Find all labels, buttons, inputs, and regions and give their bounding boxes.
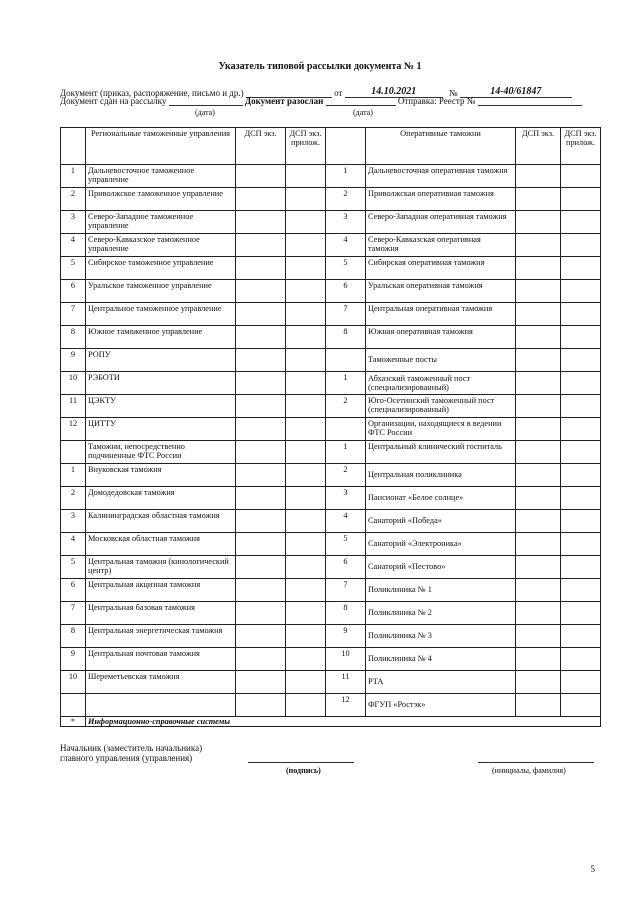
header-dsp-copies: ДСП экз.: [236, 128, 286, 165]
regional-name: Уральское таможенное управление: [86, 280, 236, 303]
row-number-right: 6: [326, 556, 366, 579]
table-row: [61, 395, 601, 418]
regional-name: Таможни, непосредственно подчиненные ФТС России: [86, 441, 236, 464]
regional-name: Дальневосточное таможенное управление: [86, 165, 236, 188]
table-row: [61, 165, 601, 188]
dsp-attach-cell[interactable]: [286, 349, 326, 372]
row-number-right: 9: [326, 625, 366, 648]
signature-title-2: главного управления (управления): [60, 753, 193, 763]
regional-name: Московская областная таможня: [86, 533, 236, 556]
regional-name: Шереметьевская таможня: [86, 671, 236, 694]
row-number-left: 3: [61, 211, 86, 234]
dsp-attach-cell-2[interactable]: [561, 165, 601, 188]
dsp-attach-cell[interactable]: [286, 395, 326, 418]
header-num-left: [61, 128, 86, 165]
operational-name: Санаторий «Электроника»: [366, 533, 516, 556]
row-number-right: 4: [326, 510, 366, 533]
note-mark: *: [61, 717, 86, 727]
dsp-copies-cell-2[interactable]: [516, 326, 561, 349]
regional-name: Северо-Кавказское таможенное управление: [86, 234, 236, 257]
dsp-copies-cell-2[interactable]: [516, 625, 561, 648]
dispatch-label: Отправка: Реестр №: [397, 96, 476, 106]
row-number-right: 2: [326, 464, 366, 487]
distribution-table: [60, 127, 601, 727]
dsp-copies-cell[interactable]: [236, 487, 286, 510]
row-number-left: 6: [61, 579, 86, 602]
regional-name: Сибирское таможенное управление: [86, 257, 236, 280]
row-number-right: 10: [326, 648, 366, 671]
dsp-attach-cell[interactable]: [286, 326, 326, 349]
row-number-left: 2: [61, 188, 86, 211]
regional-name: Центральная базовая таможня: [86, 602, 236, 625]
regional-name: [86, 694, 236, 717]
dsp-copies-cell-2[interactable]: [516, 211, 561, 234]
dsp-copies-cell[interactable]: [236, 533, 286, 556]
dsp-attach-cell-2[interactable]: [561, 257, 601, 280]
dsp-copies-cell[interactable]: [236, 165, 286, 188]
dsp-copies-cell-2[interactable]: [516, 303, 561, 326]
operational-name: Сибирская оперативная таможня: [366, 257, 516, 280]
dsp-attach-cell-2[interactable]: [561, 579, 601, 602]
dsp-copies-cell[interactable]: [236, 464, 286, 487]
dsp-copies-cell[interactable]: [236, 188, 286, 211]
table-header-row: [61, 128, 601, 165]
row-number-left: 7: [61, 602, 86, 625]
operational-name: Абхазский таможенный пост (специализированный): [366, 372, 516, 395]
operational-name: Пансионат «Белое солнце»: [366, 487, 516, 510]
dsp-copies-cell-2[interactable]: [516, 349, 561, 372]
dsp-copies-cell[interactable]: [236, 395, 286, 418]
regional-name: ЦЭКТУ: [86, 395, 236, 418]
dsp-copies-cell[interactable]: [236, 625, 286, 648]
regional-name: Приволжское таможенное управление: [86, 188, 236, 211]
date-hint-sent: (дата): [353, 108, 373, 117]
name-hint: (инициалы, фамилия): [492, 766, 566, 775]
dsp-attach-cell-2[interactable]: [561, 303, 601, 326]
row-number-right: [326, 418, 366, 441]
signature-title-1: Начальник (заместитель начальника): [60, 743, 203, 753]
row-number-right: 12: [326, 694, 366, 717]
dsp-copies-cell[interactable]: [236, 648, 286, 671]
regional-name: Калининградская областная таможня: [86, 510, 236, 533]
table-row: [61, 556, 601, 579]
dsp-attach-cell[interactable]: [286, 579, 326, 602]
dsp-attach-cell-2[interactable]: [561, 372, 601, 395]
regional-name: Южное таможенное управление: [86, 326, 236, 349]
dsp-copies-cell-2[interactable]: [516, 510, 561, 533]
operational-name: Северо-Кавказская оперативная таможня: [366, 234, 516, 257]
row-number-right: 4: [326, 234, 366, 257]
dsp-copies-cell[interactable]: [236, 579, 286, 602]
operational-name: Дальневосточная оперативная таможня: [366, 165, 516, 188]
row-number-left: 10: [61, 671, 86, 694]
table-row: [61, 464, 601, 487]
row-number-left: 9: [61, 349, 86, 372]
document-label: Документ (приказ, распоряжение, письмо и др.): [60, 88, 244, 98]
date-hint-mailing: (дата): [195, 108, 215, 117]
row-number-right: 6: [326, 280, 366, 303]
table-row: [61, 487, 601, 510]
regional-name: РОПУ: [86, 349, 236, 372]
operational-name: Центральная поликлиника: [366, 464, 516, 487]
sent-label: Документ разослан: [244, 96, 324, 106]
table-row: [61, 418, 601, 441]
operational-name: Уральская оперативная таможня: [366, 280, 516, 303]
table-row: [61, 510, 601, 533]
dsp-attach-cell[interactable]: [286, 234, 326, 257]
dsp-copies-cell[interactable]: [236, 418, 286, 441]
header-operational: Оперативные таможни: [366, 128, 516, 165]
dsp-attach-cell-2[interactable]: [561, 280, 601, 303]
dsp-copies-cell-2[interactable]: [516, 487, 561, 510]
header-dsp-attach: ДСП экз. прилож.: [286, 128, 326, 165]
regional-name: Центральная акцизная таможня: [86, 579, 236, 602]
operational-name: Поликлиника № 4: [366, 648, 516, 671]
dsp-attach-cell[interactable]: [286, 556, 326, 579]
row-number-right: 1: [326, 165, 366, 188]
row-number-right: 5: [326, 533, 366, 556]
dsp-attach-cell[interactable]: [286, 533, 326, 556]
row-number-left: 8: [61, 625, 86, 648]
row-number-right: 2: [326, 395, 366, 418]
dsp-attach-cell-2[interactable]: [561, 671, 601, 694]
operational-name: ФГУП «Ростэк»: [366, 694, 516, 717]
dsp-attach-cell[interactable]: [286, 625, 326, 648]
row-number-right: 8: [326, 602, 366, 625]
operational-name: РТА: [366, 671, 516, 694]
operational-name: Приволжская оперативная таможня: [366, 188, 516, 211]
dsp-attach-cell[interactable]: [286, 303, 326, 326]
dsp-attach-cell[interactable]: [286, 418, 326, 441]
dsp-attach-cell-2[interactable]: [561, 188, 601, 211]
dsp-attach-cell[interactable]: [286, 372, 326, 395]
sent-date-field[interactable]: [326, 96, 396, 106]
table-row: [61, 671, 601, 694]
dsp-attach-cell[interactable]: [286, 257, 326, 280]
dsp-copies-cell[interactable]: [236, 602, 286, 625]
table-row: [61, 257, 601, 280]
table-row: [61, 441, 601, 464]
dsp-attach-cell[interactable]: [286, 487, 326, 510]
operational-name: Центральная оперативная таможня: [366, 303, 516, 326]
number-label: №: [448, 88, 458, 98]
table-row: [61, 326, 601, 349]
dsp-copies-cell-2[interactable]: [516, 257, 561, 280]
dsp-attach-cell[interactable]: [286, 602, 326, 625]
dsp-copies-cell-2[interactable]: [516, 464, 561, 487]
row-number-left: [61, 441, 86, 464]
row-number-right: 2: [326, 188, 366, 211]
dsp-copies-cell[interactable]: [236, 671, 286, 694]
dsp-copies-cell-2[interactable]: [516, 441, 561, 464]
dsp-attach-cell[interactable]: [286, 165, 326, 188]
row-number-left: 5: [61, 556, 86, 579]
document-number-field[interactable]: 14-40/61847: [460, 86, 572, 98]
dsp-copies-cell[interactable]: [236, 372, 286, 395]
dsp-copies-cell-2[interactable]: [516, 280, 561, 303]
dsp-copies-cell[interactable]: [236, 234, 286, 257]
dsp-attach-cell[interactable]: [286, 671, 326, 694]
dsp-copies-cell-2[interactable]: [516, 165, 561, 188]
operational-name: Таможенные посты: [366, 349, 516, 372]
table-row: [61, 280, 601, 303]
dsp-attach-cell[interactable]: [286, 188, 326, 211]
table-row: [61, 349, 601, 372]
regional-name: Центральная энергетическая таможня: [86, 625, 236, 648]
header-num-right: [326, 128, 366, 165]
operational-name: Организации, находящиеся в ведении ФТС России: [366, 418, 516, 441]
dsp-attach-cell-2[interactable]: [561, 326, 601, 349]
dsp-attach-cell-2[interactable]: [561, 234, 601, 257]
row-number-left: 4: [61, 533, 86, 556]
row-number-right: 7: [326, 303, 366, 326]
note-row: [61, 717, 601, 727]
operational-name: Центральный клинический госпиталь: [366, 441, 516, 464]
dsp-attach-cell-2[interactable]: [561, 510, 601, 533]
page-title: Указатель типовой рассылки документа № 1: [218, 61, 422, 72]
page-number: 5: [590, 864, 595, 874]
dsp-copies-cell[interactable]: [236, 556, 286, 579]
regional-name: Центральная таможня (кинологический центр): [86, 556, 236, 579]
operational-name: Санаторий «Победа»: [366, 510, 516, 533]
regional-name: Центральное таможенное управление: [86, 303, 236, 326]
regional-name: Внуковская таможня: [86, 464, 236, 487]
table-row: [61, 211, 601, 234]
dsp-attach-cell-2[interactable]: [561, 694, 601, 717]
dsp-copies-cell[interactable]: [236, 211, 286, 234]
dsp-copies-cell-2[interactable]: [516, 579, 561, 602]
dsp-copies-cell-2[interactable]: [516, 372, 561, 395]
dsp-copies-cell[interactable]: [236, 303, 286, 326]
dsp-attach-cell[interactable]: [286, 648, 326, 671]
table-row: [61, 648, 601, 671]
row-number-left: 3: [61, 510, 86, 533]
row-number-left: 12: [61, 418, 86, 441]
row-number-left: 11: [61, 395, 86, 418]
dsp-copies-cell[interactable]: [236, 349, 286, 372]
operational-name: Северо-Западная оперативная таможня: [366, 211, 516, 234]
dsp-attach-cell-2[interactable]: [561, 556, 601, 579]
dsp-copies-cell[interactable]: [236, 326, 286, 349]
row-number-right: 5: [326, 257, 366, 280]
row-number-right: 8: [326, 326, 366, 349]
dsp-attach-cell-2[interactable]: [561, 487, 601, 510]
header-dsp-copies-2: ДСП экз.: [516, 128, 561, 165]
header-regional: Региональные таможенные управления: [86, 128, 236, 165]
document-date-field[interactable]: 14.10.2021: [345, 86, 443, 98]
row-number-left: 2: [61, 487, 86, 510]
dsp-copies-cell-2[interactable]: [516, 671, 561, 694]
table-row: [61, 372, 601, 395]
operational-name: Поликлиника № 2: [366, 602, 516, 625]
dsp-copies-cell[interactable]: [236, 694, 286, 717]
dsp-attach-cell[interactable]: [286, 694, 326, 717]
table-row: [61, 234, 601, 257]
row-number-right: 11: [326, 671, 366, 694]
row-number-right: 1: [326, 372, 366, 395]
row-number-left: 10: [61, 372, 86, 395]
table-row: [61, 533, 601, 556]
row-number-left: 5: [61, 257, 86, 280]
signature-hint: (подпись): [286, 766, 321, 775]
operational-name: Южная оперативная таможня: [366, 326, 516, 349]
operational-name: Поликлиника № 1: [366, 579, 516, 602]
dsp-copies-cell[interactable]: [236, 510, 286, 533]
dsp-copies-cell[interactable]: [236, 257, 286, 280]
dsp-attach-cell-2[interactable]: [561, 418, 601, 441]
row-number-left: 9: [61, 648, 86, 671]
from-label: от: [334, 88, 343, 98]
row-number-right: 3: [326, 487, 366, 510]
dsp-attach-cell[interactable]: [286, 280, 326, 303]
dsp-attach-cell[interactable]: [286, 441, 326, 464]
row-number-right: 3: [326, 211, 366, 234]
regional-name: Северо-Западное таможенное управление: [86, 211, 236, 234]
table-row: [61, 602, 601, 625]
dsp-copies-cell-2[interactable]: [516, 418, 561, 441]
dsp-copies-cell[interactable]: [236, 280, 286, 303]
row-number-left: 1: [61, 165, 86, 188]
row-number-right: [326, 349, 366, 372]
row-number-left: 4: [61, 234, 86, 257]
header-line-mailing: [60, 96, 582, 106]
dsp-attach-cell-2[interactable]: [561, 211, 601, 234]
table-row: [61, 188, 601, 211]
dsp-attach-cell[interactable]: [286, 510, 326, 533]
row-number-left: 7: [61, 303, 86, 326]
operational-name: Поликлиника № 3: [366, 625, 516, 648]
dsp-attach-cell[interactable]: [286, 464, 326, 487]
dsp-copies-cell-2[interactable]: [516, 395, 561, 418]
row-number-right: 1: [326, 441, 366, 464]
dsp-attach-cell-2[interactable]: [561, 625, 601, 648]
name-line[interactable]: [478, 761, 594, 763]
table-row: [61, 579, 601, 602]
regional-name: ЦИТТУ: [86, 418, 236, 441]
dsp-copies-cell-2[interactable]: [516, 234, 561, 257]
table-row: [61, 625, 601, 648]
table-row: [61, 694, 601, 717]
dsp-attach-cell-2[interactable]: [561, 395, 601, 418]
dsp-attach-cell-2[interactable]: [561, 648, 601, 671]
dsp-attach-cell-2[interactable]: [561, 441, 601, 464]
dsp-attach-cell-2[interactable]: [561, 464, 601, 487]
operational-name: Санаторий «Пестово»: [366, 556, 516, 579]
header-dsp-attach-2: ДСП экз. прилож.: [561, 128, 601, 165]
regional-name: Домодедовская таможня: [86, 487, 236, 510]
dsp-copies-cell-2[interactable]: [516, 556, 561, 579]
dsp-attach-cell-2[interactable]: [561, 349, 601, 372]
registry-number-field[interactable]: [478, 96, 582, 106]
dsp-attach-cell[interactable]: [286, 211, 326, 234]
operational-name: Юго-Осетинский таможенный пост (специализированный): [366, 395, 516, 418]
table-row: [61, 303, 601, 326]
note-text: Информационно-справочные системы: [86, 717, 601, 727]
dsp-copies-cell-2[interactable]: [516, 533, 561, 556]
mailing-label: Документ сдан на рассылку: [60, 96, 167, 106]
row-number-left: 1: [61, 464, 86, 487]
row-number-right: 7: [326, 579, 366, 602]
dsp-copies-cell-2[interactable]: [516, 694, 561, 717]
mailing-date-field[interactable]: [169, 96, 243, 106]
dsp-copies-cell-2[interactable]: [516, 188, 561, 211]
row-number-left: 8: [61, 326, 86, 349]
dsp-copies-cell-2[interactable]: [516, 648, 561, 671]
dsp-copies-cell-2[interactable]: [516, 602, 561, 625]
regional-name: Центральная почтовая таможня: [86, 648, 236, 671]
dsp-attach-cell-2[interactable]: [561, 602, 601, 625]
regional-name: РЭБОТИ: [86, 372, 236, 395]
dsp-attach-cell-2[interactable]: [561, 533, 601, 556]
signature-line[interactable]: [248, 761, 354, 763]
row-number-left: [61, 694, 86, 717]
row-number-left: 6: [61, 280, 86, 303]
dsp-copies-cell[interactable]: [236, 441, 286, 464]
